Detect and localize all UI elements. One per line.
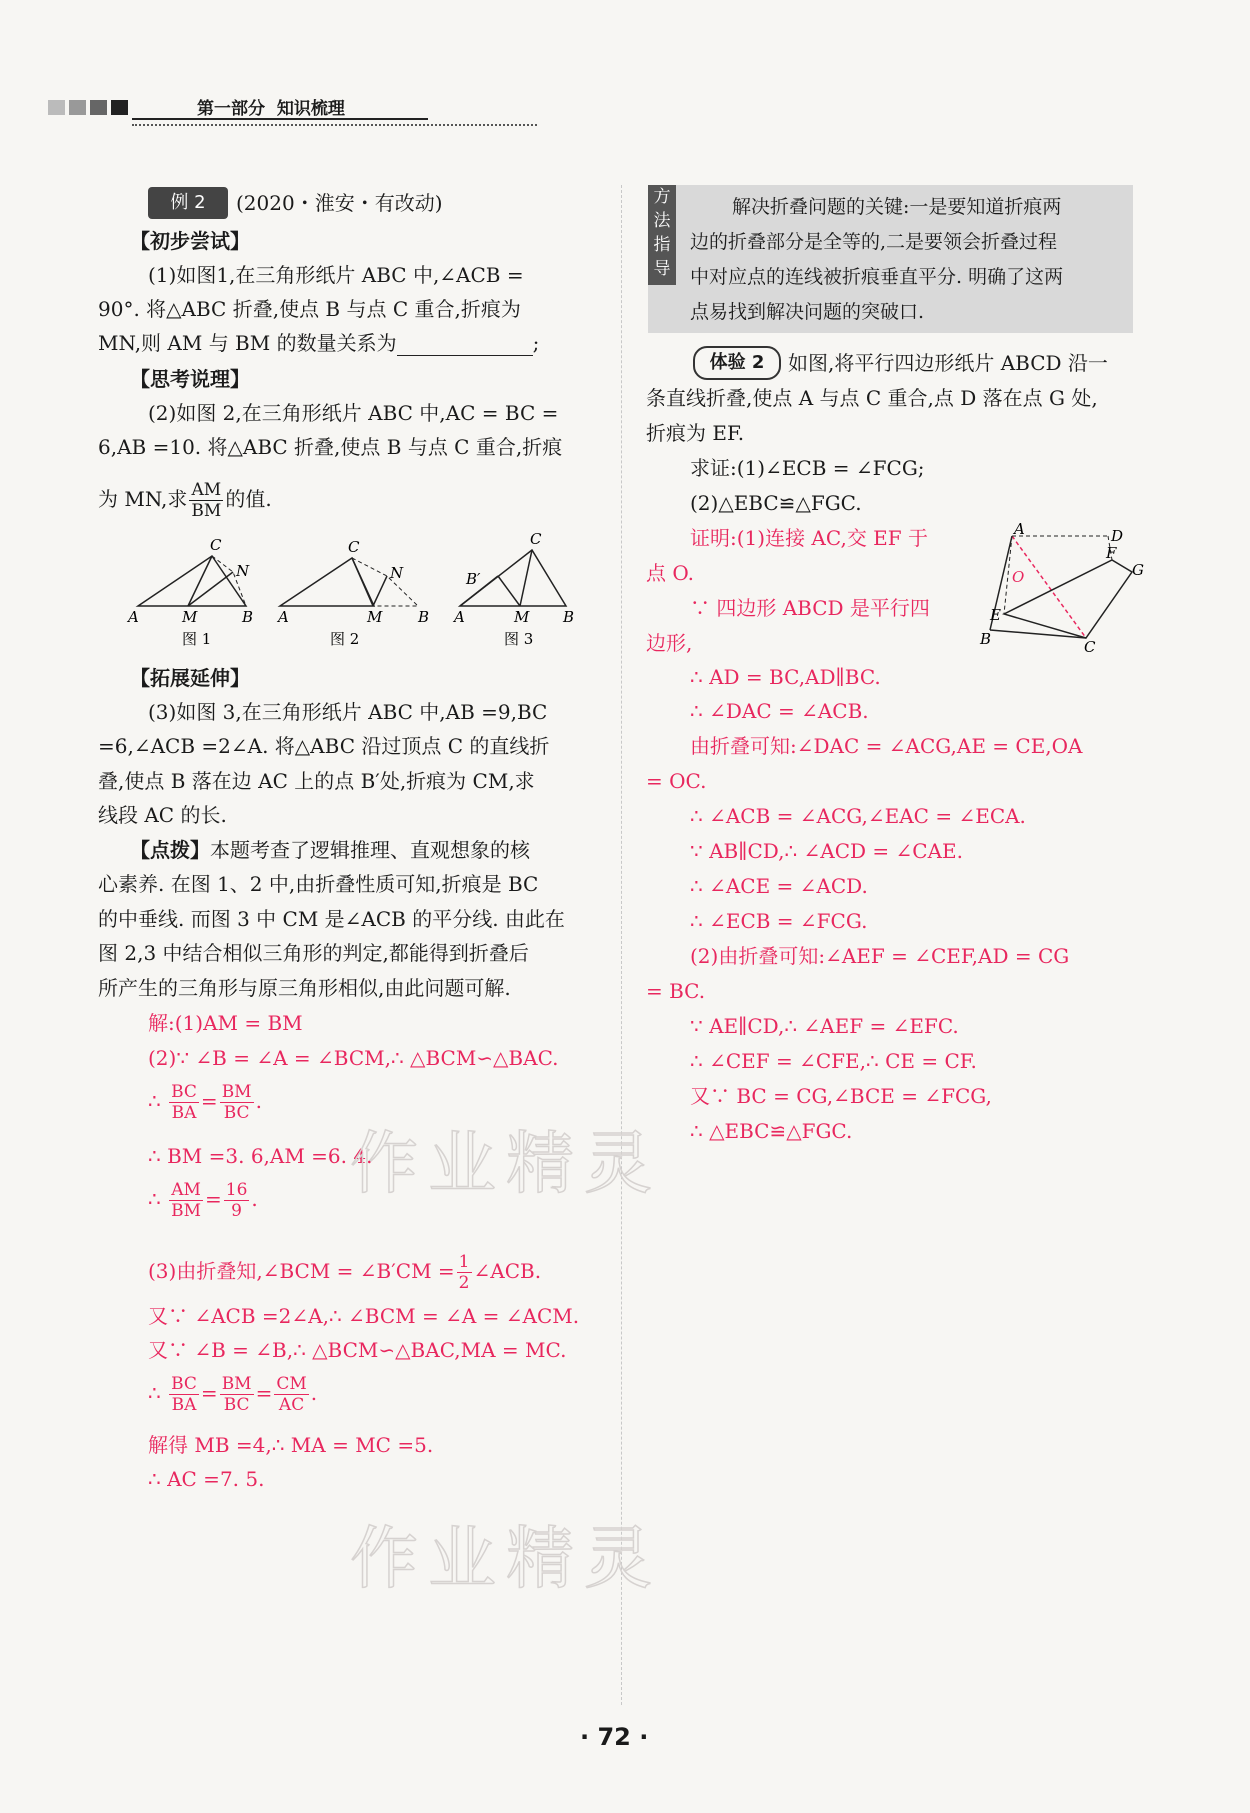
fig4-label-d: D	[1111, 527, 1124, 545]
fig1-caption: 图 1	[182, 630, 212, 648]
fraction-bm-bc-2	[220, 1374, 254, 1415]
header-underline	[132, 118, 428, 120]
hint-line2: 心素养. 在图 1、2 中,由折叠性质可知,折痕是 BC	[98, 872, 539, 896]
fig4-label-g: G	[1132, 561, 1144, 579]
fraction-half	[457, 1252, 472, 1293]
part1-heading: 【初步尝试】	[130, 229, 250, 253]
solution-step1: 解:(1)AM = BM	[148, 1011, 303, 1035]
numerator: BC	[171, 1374, 197, 1394]
fig2-label-a: A	[278, 608, 289, 626]
experience-line2: 条直线折叠,使点 A 与点 C 重合,点 D 落在点 G 处,	[646, 386, 1098, 410]
fraction-bc-ba-2	[169, 1374, 199, 1415]
proof-line5: ∴ AD = BC,AD∥BC.	[690, 665, 881, 689]
proof-line16: ∴ ∠CEF = ∠CFE,∴ CE = CF.	[690, 1049, 977, 1073]
answer-blank[interactable]	[397, 335, 533, 356]
fig2-caption: 图 2	[330, 630, 360, 648]
fraction-am-bm	[189, 480, 223, 521]
solution-step5: ∴ $\frac{AM}{BM}$ = $\frac{16}{9}$ .	[148, 1180, 258, 1221]
numerator: BM	[221, 1374, 252, 1394]
fig4-label-o: O	[1012, 568, 1025, 586]
part3-line3: 叠,使点 B 落在边 AC 上的点 B′处,折痕为 CM,求	[98, 769, 535, 793]
method-tag-char: 方	[653, 187, 671, 207]
proof-line12: ∴ ∠ECB = ∠FCG.	[690, 909, 868, 933]
experience-badge: 体验 2	[693, 346, 781, 380]
part3-line4: 线段 AC 的长.	[98, 803, 227, 827]
part1-line3-text: MN,则 AM 与 BM 的数量关系为	[98, 331, 397, 355]
method-line1: 解决折叠问题的关键:一是要知道折痕两	[732, 196, 1062, 218]
part2-line1: (2)如图 2,在三角形纸片 ABC 中,AC = BC =	[148, 401, 559, 425]
fraction-denominator: BM	[191, 501, 222, 521]
experience-question1: 求证:(1)∠ECB = ∠FCG;	[690, 456, 925, 480]
numerator: BC	[171, 1082, 197, 1102]
proof-line13: (2)由折叠可知:∠AEF = ∠CEF,AD = CG	[690, 944, 1070, 968]
proof-line10: ∵ AB∥CD,∴ ∠ACD = ∠CAE.	[690, 839, 963, 863]
part3-line1: (3)如图 3,在三角形纸片 ABC 中,AB =9,BC	[148, 700, 548, 724]
denominator: 9	[231, 1201, 242, 1221]
column-divider	[621, 185, 622, 1705]
part1-line1: (1)如图1,在三角形纸片 ABC 中,∠ACB =	[148, 263, 524, 287]
fraction-am-bm-result	[169, 1180, 203, 1221]
solution-step2: (2)∵ ∠B = ∠A = ∠BCM,∴ △BCM∽△BAC.	[148, 1046, 559, 1070]
fig3-caption: 图 3	[504, 630, 534, 648]
header-section: 第一部分	[197, 99, 265, 119]
fig1-label-m: M	[182, 608, 198, 626]
numerator: AM	[169, 1180, 203, 1201]
fig4-label-c: C	[1084, 638, 1096, 655]
figures-1-3	[120, 532, 590, 654]
experience-line1: 如图,将平行四边形纸片 ABCD 沿一	[788, 351, 1108, 375]
solution-step7: 又∵ ∠ACB =2∠A,∴ ∠BCM = ∠A = ∠ACM.	[148, 1304, 580, 1328]
part2-line3-text: 为 MN,求	[98, 487, 188, 511]
solution-step6	[148, 1252, 541, 1293]
step5-period: .	[251, 1187, 258, 1211]
hint-line4: 图 2,3 中结合相似三角形的判定,都能得到折叠后	[98, 941, 529, 965]
part2-line2: 6,AB =10. 将△ABC 折叠,使点 B 与点 C 重合,折痕	[98, 435, 563, 459]
numerator: 1	[458, 1252, 470, 1272]
header-dotted-rule	[132, 124, 537, 126]
step9-period: .	[310, 1381, 318, 1405]
fig3-label-c: C	[530, 532, 542, 548]
proof-line4: 边形,	[646, 631, 693, 655]
step3-period: .	[255, 1089, 262, 1113]
proof-line3: ∵ 四边形 ABCD 是平行四	[690, 596, 930, 620]
denominator: BA	[171, 1103, 197, 1123]
fraction-cm-ac	[274, 1374, 308, 1415]
part1-line3	[98, 330, 539, 356]
header-decoration	[48, 100, 128, 115]
fraction-16-9	[224, 1180, 250, 1221]
method-guide-tag	[648, 185, 676, 285]
fig1-label-c: C	[210, 536, 222, 554]
example-source: (2020・淮安・有改动)	[236, 191, 443, 215]
proof-line2: 点 O.	[646, 561, 694, 585]
part3-heading: 【拓展延伸】	[130, 666, 250, 690]
step5-prefix: ∴	[148, 1187, 161, 1211]
method-line3: 中对应点的连线被折痕垂直平分. 明确了这两	[690, 266, 1064, 288]
fig4-label-f: F	[1106, 544, 1117, 562]
solution-step9: ∴ $\frac{BC}{BA}$ = $\frac{BM}{BC}$ = $\frac{CM}{AC}$ .	[148, 1374, 318, 1415]
part1-line2: 90°. 将△ABC 折叠,使点 B 与点 C 重合,折痕为	[98, 297, 521, 321]
fraction-bm-bc	[220, 1082, 254, 1123]
watermark: 作业精灵	[350, 1520, 663, 1599]
fig3-label-a: A	[454, 608, 465, 626]
watermark: 作业精灵	[350, 1125, 663, 1204]
method-line4: 点易找到解决问题的突破口.	[690, 301, 925, 323]
numerator: 16	[225, 1180, 248, 1200]
part1-line3-end: ;	[532, 331, 540, 355]
hint-line5: 所产生的三角形与原三角形相似,由此问题可解.	[98, 976, 511, 1000]
solution-step11: ∴ AC =7. 5.	[148, 1467, 265, 1491]
step6-suffix: ∠ACB.	[473, 1259, 542, 1283]
experience-line3: 折痕为 EF.	[646, 421, 745, 445]
proof-line11: ∴ ∠ACE = ∠ACD.	[690, 874, 868, 898]
fig2-label-c: C	[348, 538, 360, 556]
part2-heading: 【思考说理】	[130, 367, 250, 391]
fig2-label-b: B	[418, 608, 430, 626]
denominator: BC	[223, 1103, 250, 1123]
numerator: BM	[221, 1082, 252, 1102]
denominator: BA	[171, 1395, 197, 1415]
fig1-label-n: N	[236, 562, 250, 580]
fraction-numerator: AM	[189, 480, 223, 501]
parallelogram-figure	[976, 520, 1156, 655]
numerator: CM	[276, 1374, 307, 1394]
method-tag-char: 法	[653, 211, 671, 231]
proof-line1: 证明:(1)连接 AC,交 EF 于	[690, 526, 929, 550]
denominator: 2	[458, 1273, 470, 1293]
fig1-label-a: A	[128, 608, 139, 626]
fig3-label-b: B	[563, 608, 575, 626]
proof-line9: ∴ ∠ACB = ∠ACG,∠EAC = ∠ECA.	[690, 804, 1026, 828]
step9-prefix: ∴	[148, 1381, 161, 1405]
method-tag-char: 指	[653, 235, 671, 255]
part3-line2: =6,∠ACB =2∠A. 将△ABC 沿过顶点 C 的直线折	[98, 734, 550, 758]
fig3-label-m: M	[514, 608, 530, 626]
fig4-label-a: A	[1014, 520, 1025, 538]
hint-line3: 的中垂线. 而图 3 中 CM 是∠ACB 的平分线. 由此在	[98, 907, 565, 931]
method-tag-char: 导	[653, 259, 671, 279]
header-topic: 知识梳理	[276, 99, 345, 119]
denominator: BC	[223, 1395, 250, 1415]
fig3-label-bprime: B′	[466, 570, 481, 588]
step6-prefix: (3)由折叠知,∠BCM = ∠B′CM =	[148, 1259, 455, 1283]
solution-step4: ∴ BM =3. 6,AM =6. 4.	[148, 1144, 373, 1168]
experience-question2: (2)△EBC≌△FGC.	[690, 491, 862, 515]
fig2-label-m: M	[367, 608, 383, 626]
hint-line1	[130, 837, 530, 863]
proof-line18: ∴ △EBC≌△FGC.	[690, 1119, 853, 1143]
denominator: AC	[278, 1395, 305, 1415]
proof-line6: ∴ ∠DAC = ∠ACB.	[690, 699, 869, 723]
header-title	[197, 94, 345, 119]
solution-step8: 又∵ ∠B = ∠B,∴ △BCM∽△BAC,MA = MC.	[148, 1338, 567, 1362]
part2-line3	[98, 480, 272, 521]
fig2-label-n: N	[390, 564, 404, 582]
part2-line3-end: 的值.	[225, 487, 272, 511]
proof-line14: = BC.	[646, 979, 706, 1003]
method-line2: 边的折叠部分是全等的,二是要领会折叠过程	[690, 231, 1058, 253]
fig4-label-e: E	[990, 606, 1001, 624]
proof-line8: = OC.	[646, 769, 707, 793]
proof-line17: 又∵ BC = CG,∠BCE = ∠FCG,	[690, 1084, 992, 1108]
page-number: · 72 ·	[580, 1723, 649, 1751]
fig1-label-b: B	[242, 608, 254, 626]
hint-label: 【点拨】	[130, 838, 210, 862]
example-badge: 例 2	[148, 187, 228, 219]
proof-line7: 由折叠可知:∠DAC = ∠ACG,AE = CE,OA	[690, 734, 1083, 758]
figure-1	[138, 556, 246, 606]
fraction-bc-ba	[169, 1082, 199, 1123]
proof-line15: ∵ AE∥CD,∴ ∠AEF = ∠EFC.	[690, 1014, 959, 1038]
fig4-label-b: B	[980, 630, 992, 648]
step3-prefix: ∴	[148, 1089, 161, 1113]
hint-line1-text: 本题考查了逻辑推理、直观想象的核	[210, 838, 530, 862]
solution-step10: 解得 MB =4,∴ MA = MC =5.	[148, 1433, 434, 1457]
solution-step3: ∴ $\frac{BC}{BA}$ = $\frac{BM}{BC}$ .	[148, 1082, 262, 1123]
denominator: BM	[171, 1201, 201, 1221]
